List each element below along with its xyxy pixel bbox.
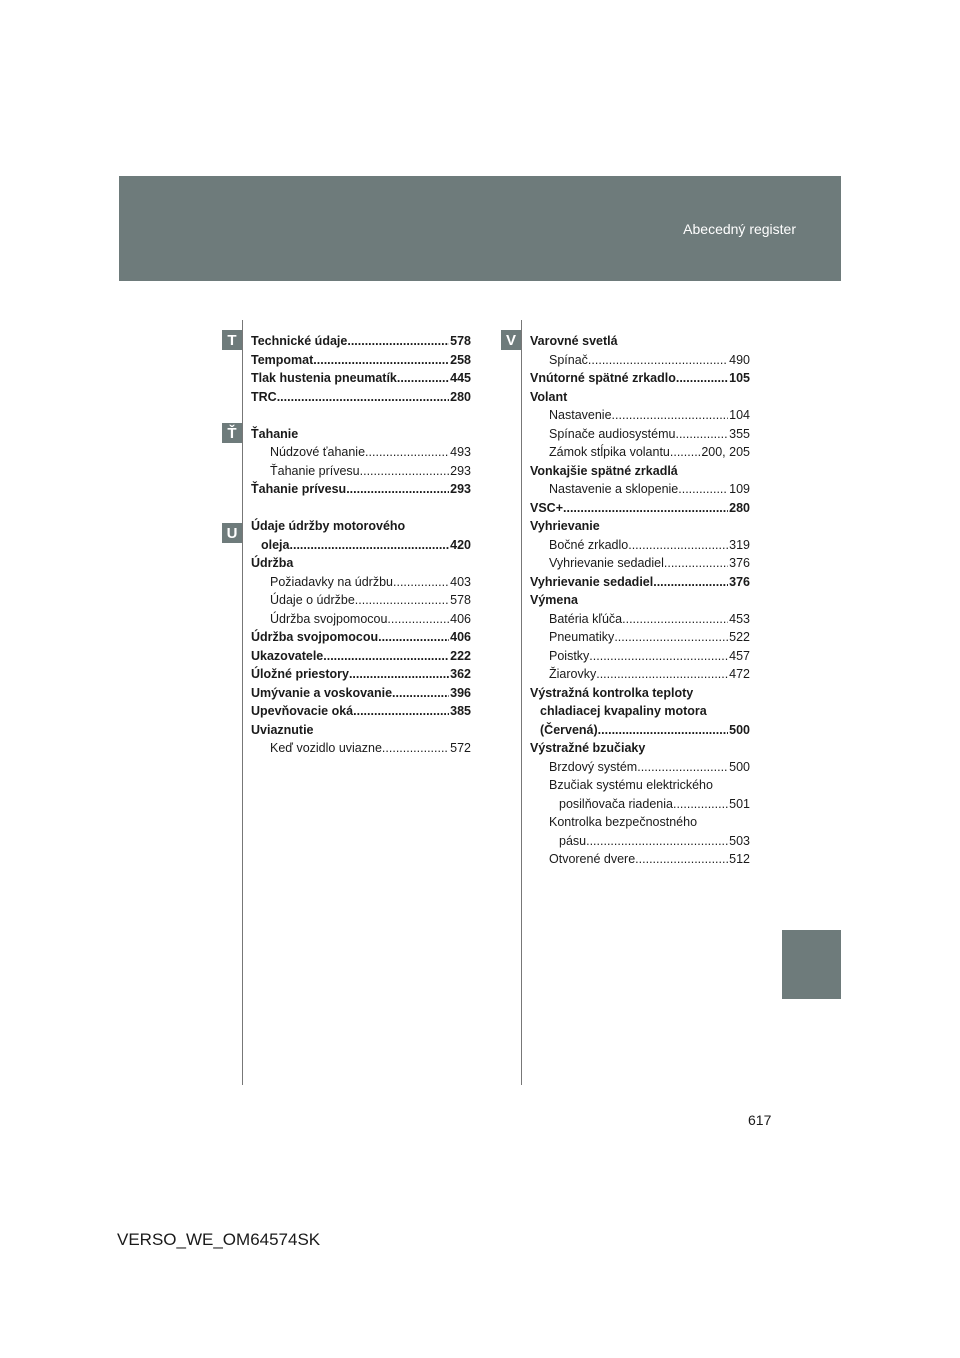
index-heading: Údržba [251, 556, 294, 570]
index-subentry: Údržba svojpomocou ..... 406 [251, 610, 471, 629]
letter-marker-t-caron: Ť [222, 423, 242, 443]
index-subentry-heading: Bzučiak systému elektrického [549, 778, 713, 792]
index-entry: Tempomat ..... 258 [251, 351, 471, 370]
index-subentry: Brzdový systém ..... 500 [530, 758, 750, 777]
index-subentry: Údaje o údržbe ..... 578 [251, 591, 471, 610]
index-subentry: Spínače audiosystému ..... 355 [530, 425, 750, 444]
index-entry: Ťahanie prívesu ..... 293 [251, 480, 471, 499]
column-divider-left [242, 320, 243, 1085]
index-heading: Uviaznutie [251, 722, 314, 737]
section-t [251, 332, 471, 406]
index-entry: Údržba svojpomocou ..... 406 [251, 628, 471, 647]
section-v [530, 332, 750, 869]
index-subentry: Keď vozidlo uviazne ..... 572 [251, 739, 471, 758]
letter-marker-t: T [222, 330, 242, 350]
letter-marker-v: V [501, 330, 521, 350]
letter-marker-u: U [222, 523, 242, 543]
document-code: VERSO_WE_OM64574SK [117, 1230, 321, 1249]
index-heading: Varovné svetlá [530, 334, 618, 348]
index-heading: Vyhrievanie [530, 519, 600, 533]
index-entry: Technické údaje ..... 578 [251, 332, 471, 351]
index-entry: Ukazovatele ..... 222 [251, 647, 471, 666]
index-subentry: Batéria kľúča ..... 453 [530, 610, 750, 629]
index-subentry: pásu ..... 503 [530, 832, 750, 851]
index-column-left [251, 332, 471, 776]
index-heading: Volant [530, 389, 568, 404]
index-heading: Vonkajšie spätné zrkadlá [530, 463, 678, 478]
header-title: Abecedný register [683, 221, 796, 237]
index-heading: Výstražná kontrolka teploty [530, 685, 694, 700]
index-subentry: Požiadavky na údržbu ..... 403 [251, 573, 471, 592]
index-subentry: Vyhrievanie sedadiel ..... 376 [530, 554, 750, 573]
index-entry: (Červená) ..... 500 [530, 721, 750, 740]
section-t-caron [251, 425, 471, 499]
index-heading: Údaje údržby motorového [251, 519, 406, 533]
index-entry: TRC ..... 280 [251, 388, 471, 407]
chapter-side-tab [782, 930, 841, 999]
index-subentry: Zámok stĺpika volantu ..... 200, 205 [530, 443, 750, 462]
column-divider-right [521, 320, 522, 1085]
index-heading-cont: chladiacej kvapaliny motora [540, 704, 707, 718]
index-entry: Vnútorné spätné zrkadlo ..... 105 [530, 369, 750, 388]
index-column-right [530, 332, 750, 887]
section-u [251, 517, 471, 758]
index-subentry: Žiarovky ..... 472 [530, 665, 750, 684]
index-subentry: Pneumatiky ..... 522 [530, 628, 750, 647]
index-entry: Tlak hustenia pneumatík ..... 445 [251, 369, 471, 388]
index-entry: Upevňovacie oká ..... 385 [251, 702, 471, 721]
index-entry: Umývanie a voskovanie ..... 396 [251, 684, 471, 703]
index-subentry: Bočné zrkadlo ..... 319 [530, 536, 750, 555]
index-subentry: posilňovača riadenia ..... 501 [530, 795, 750, 814]
index-entry: oleja ..... 420 [251, 536, 471, 555]
index-subentry: Nastavenie a sklopenie ..... 109 [530, 480, 750, 499]
index-entry: Úložné priestory ..... 362 [251, 665, 471, 684]
index-subentry: Otvorené dvere ..... 512 [530, 850, 750, 869]
index-subentry: Nastavenie ..... 104 [530, 406, 750, 425]
index-entry: Vyhrievanie sedadiel ..... 376 [530, 573, 750, 592]
header-band [119, 176, 841, 281]
index-heading: Výmena [530, 593, 578, 607]
index-subentry: Ťahanie prívesu ..... 293 [251, 462, 471, 481]
index-heading: Výstražné bzučiaky [530, 741, 646, 755]
index-entry: VSC+ ..... 280 [530, 499, 750, 518]
page-number: 617 [748, 1112, 772, 1128]
index-subentry-heading: Kontrolka bezpečnostného [549, 815, 698, 829]
index-heading: Ťahanie [251, 426, 299, 441]
index-subentry: Núdzové ťahanie ..... 493 [251, 443, 471, 462]
index-subentry: Poistky ..... 457 [530, 647, 750, 666]
index-subentry: Spínač ..... 490 [530, 351, 750, 370]
